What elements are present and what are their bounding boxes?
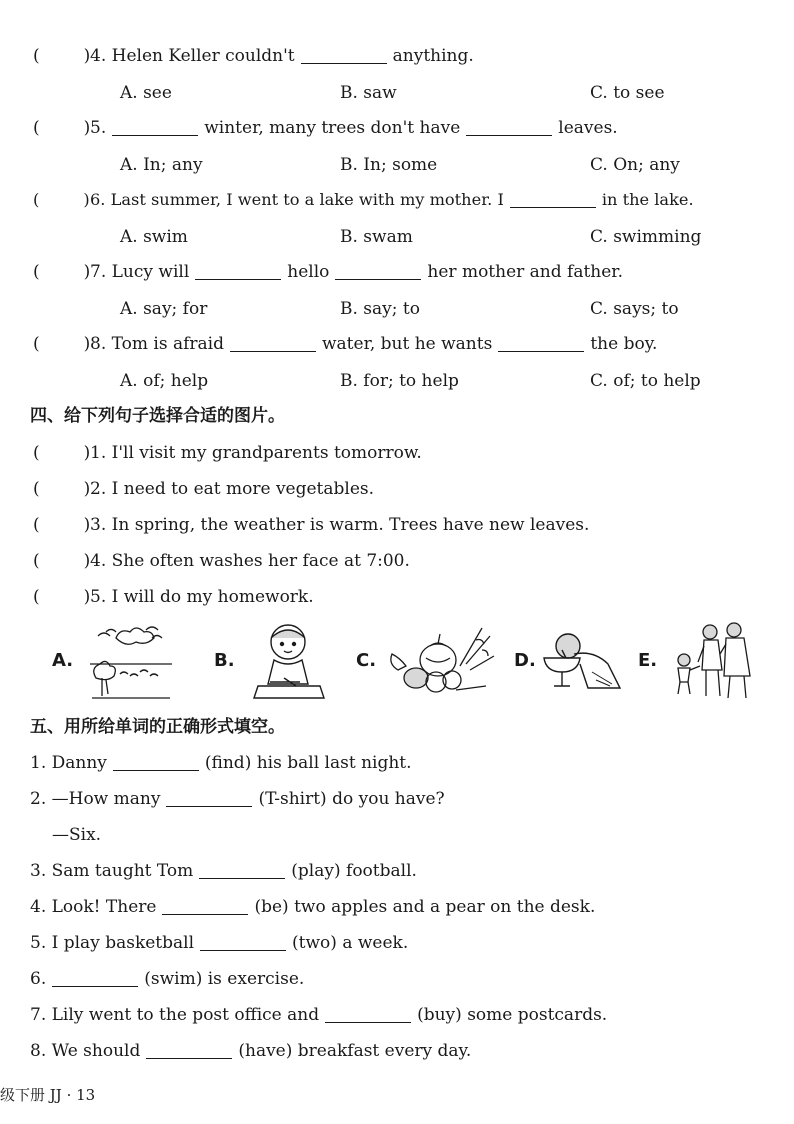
option-b: B. for; to help — [340, 371, 459, 391]
answer-blank[interactable] — [52, 968, 138, 987]
picture-label-e: E. — [638, 650, 658, 671]
answer-blank[interactable] — [166, 788, 252, 807]
fill-item-6: 6. (swim) is exercise. — [30, 969, 305, 989]
page-footer: 级下册 JJ · 13 — [0, 1086, 96, 1104]
answer-blank[interactable] — [510, 189, 596, 208]
option-b: B. saw — [340, 83, 397, 103]
picture-label-d: D. — [514, 650, 536, 671]
option-b: B. In; some — [340, 155, 438, 175]
fill-item-8: 8. We should (have) breakfast every day. — [30, 1041, 472, 1061]
question-number: 5. — [90, 118, 107, 138]
fill-item-1: 1. Danny (find) his ball last night. — [30, 753, 412, 773]
fill-item-5: 5. I play basketball (two) a week. — [30, 933, 409, 953]
picture-options — [0, 620, 794, 704]
answer-bracket[interactable]: ( ) — [33, 551, 91, 571]
section-4-item-5: ( ) 5. I will do my homework. — [0, 584, 794, 610]
section-4-item-1: ( ) 1. I'll visit my grandparents tomorrow. — [0, 440, 794, 466]
section-4-item-4: ( ) 4. She often washes her face at 7:00. — [0, 548, 794, 574]
option-a: A. In; any — [120, 155, 203, 175]
girl-washing-face-icon — [540, 620, 630, 704]
fill-item-7: 7. Lily went to the post office and (buy) some postcards. — [30, 1005, 608, 1025]
section-5-heading: 五、用所给单词的正确形式填空。 — [30, 717, 285, 737]
answer-bracket[interactable]: ( ) — [33, 334, 91, 354]
fill-item-2-answer: —Six. — [52, 825, 102, 845]
answer-blank[interactable] — [466, 117, 552, 136]
answer-bracket[interactable]: ( ) — [33, 190, 90, 209]
option-a: A. say; for — [120, 299, 208, 319]
answer-blank[interactable] — [195, 261, 281, 280]
answer-bracket[interactable]: ( ) — [33, 515, 91, 535]
vegetables-icon — [386, 620, 498, 704]
boy-doing-homework-icon — [244, 620, 334, 704]
answer-blank[interactable] — [301, 45, 387, 64]
question-number: 4. — [90, 46, 107, 66]
answer-blank[interactable] — [325, 1004, 411, 1023]
option-a: A. see — [120, 83, 172, 103]
spring-trees-birds-icon — [86, 620, 176, 704]
answer-blank[interactable] — [230, 333, 316, 352]
answer-bracket[interactable]: ( ) — [33, 587, 91, 607]
fill-item-2: 2. —How many (T-shirt) do you have? — [30, 789, 445, 809]
option-a: A. swim — [120, 227, 188, 247]
answer-bracket[interactable]: ( ) — [33, 443, 91, 463]
answer-blank[interactable] — [112, 117, 198, 136]
answer-blank[interactable] — [200, 932, 286, 951]
child-with-grandparents-icon — [668, 620, 760, 704]
answer-blank[interactable] — [498, 333, 584, 352]
section-4-heading: 四、给下列句子选择合适的图片。 — [30, 406, 285, 426]
answer-bracket[interactable]: ( ) — [33, 479, 91, 499]
option-b: B. say; to — [340, 299, 420, 319]
option-c: C. On; any — [590, 155, 680, 175]
answer-bracket[interactable]: ( ) — [33, 118, 91, 138]
answer-blank[interactable] — [162, 896, 248, 915]
option-c: C. of; to help — [590, 371, 701, 391]
answer-blank[interactable] — [113, 752, 199, 771]
option-b: B. swam — [340, 227, 413, 247]
picture-label-b: B. — [214, 650, 235, 671]
question-number: 6. — [90, 190, 106, 209]
answer-bracket[interactable]: ( ) — [33, 46, 91, 66]
option-c: C. says; to — [590, 299, 679, 319]
question-number: 7. — [90, 262, 107, 282]
answer-bracket[interactable]: ( ) — [33, 262, 91, 282]
answer-blank[interactable] — [335, 261, 421, 280]
fill-item-4: 4. Look! There (be) two apples and a pear on the desk. — [30, 897, 596, 917]
option-a: A. of; help — [120, 371, 209, 391]
option-c: C. to see — [590, 83, 665, 103]
section-4-item-2: ( ) 2. I need to eat more vegetables. — [0, 476, 794, 502]
option-c: C. swimming — [590, 227, 702, 247]
picture-label-a: A. — [52, 650, 74, 671]
answer-blank[interactable] — [146, 1040, 232, 1059]
fill-item-3: 3. Sam taught Tom (play) football. — [30, 861, 417, 881]
picture-label-c: C. — [356, 650, 377, 671]
answer-blank[interactable] — [199, 860, 285, 879]
section-4-item-3: ( ) 3. In spring, the weather is warm. Trees have new leaves. — [0, 512, 794, 538]
question-number: 8. — [90, 334, 107, 354]
